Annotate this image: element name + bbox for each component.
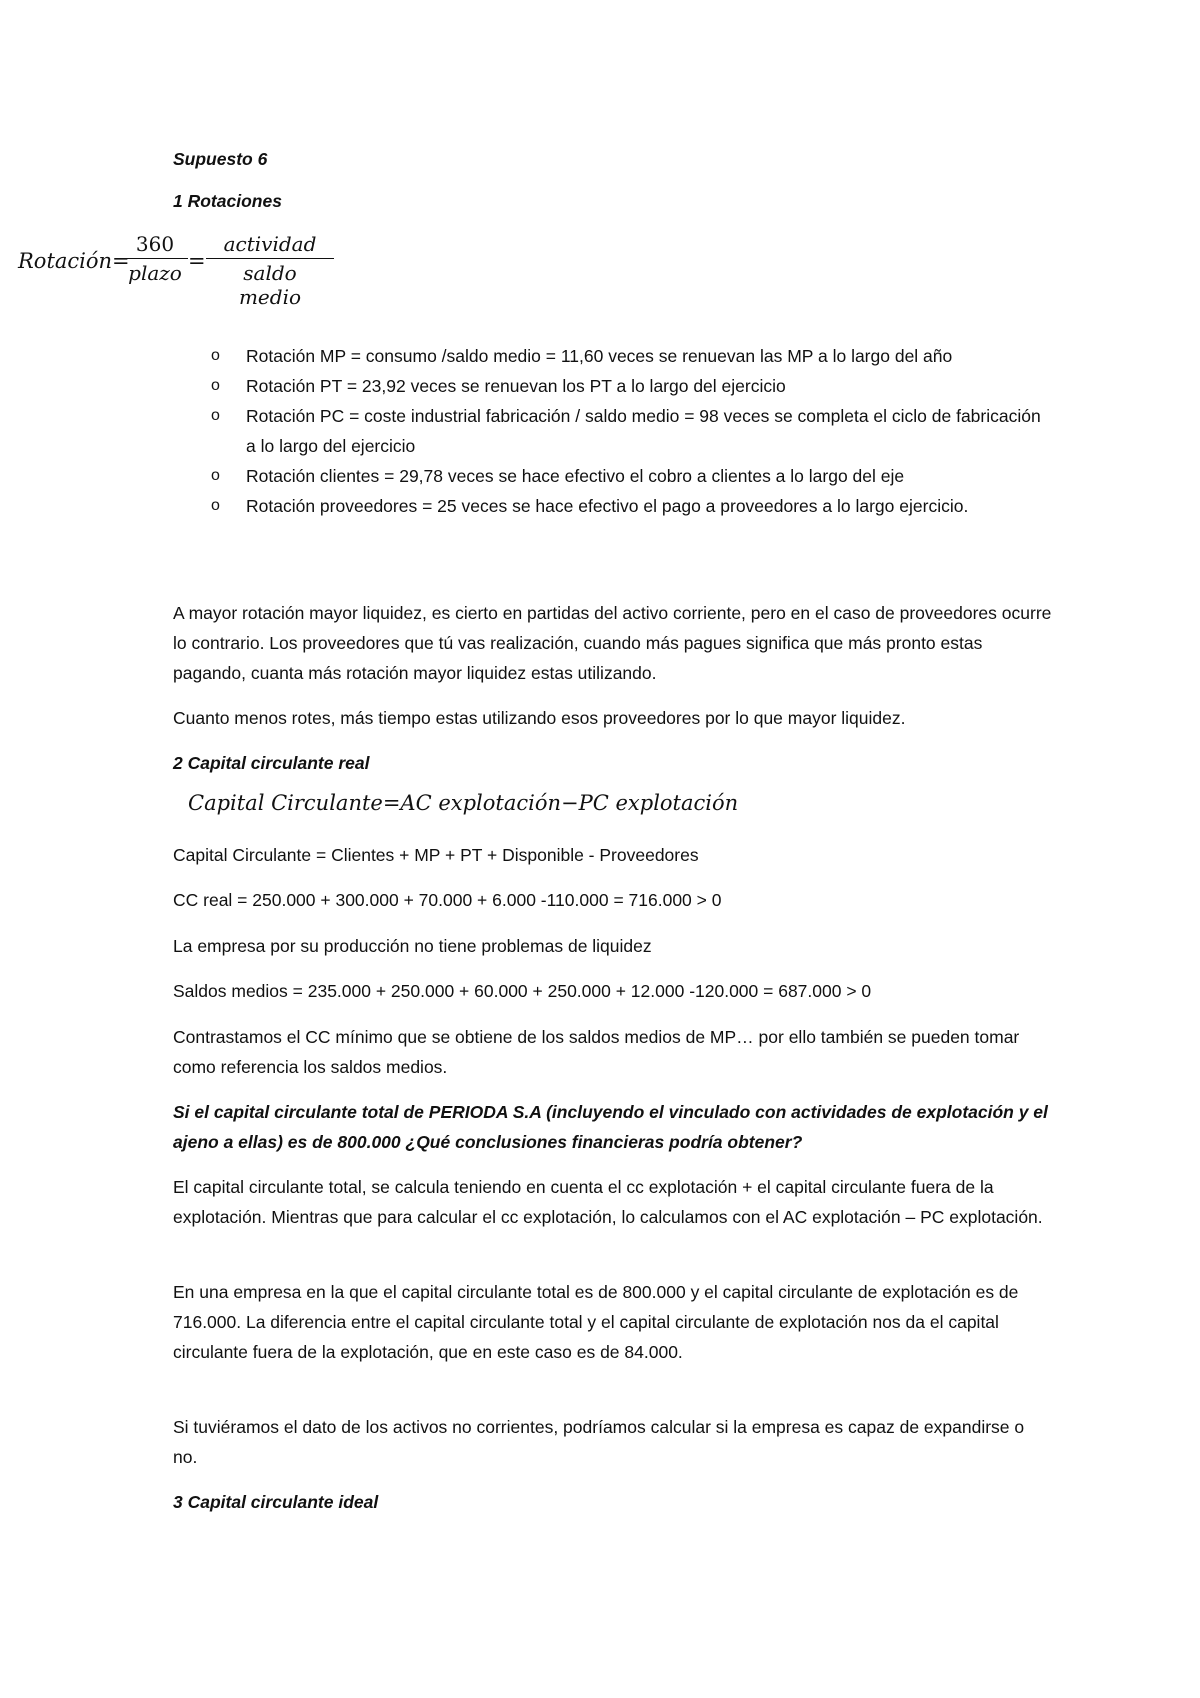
- paragraph-cuanto: Cuanto menos rotes, más tiempo estas utilizando esos proveedores por lo que mayor liquidez.: [173, 708, 906, 728]
- bullet-marker: o: [211, 377, 220, 394]
- paragraph-cc-total: El capital circulante total, se calcula teniendo en cuenta el cc explotación + el capital circulante fuera de la explotación. Mientras que para calcular el cc explotación, lo calculamos con el AC explotación – PC explotación.: [173, 1177, 1043, 1227]
- formula-equals: =: [188, 249, 206, 273]
- bullet-marker: o: [211, 407, 220, 424]
- rotaciones-list: [205, 341, 1055, 521]
- heading-cc-real: 2 Capital circulante real: [173, 753, 370, 773]
- formula-rotacion-lhs: Rotación=: [18, 249, 130, 273]
- paragraph-contrastamos: Contrastamos el CC mínimo que se obtiene de los saldos medios de MP… por ello también se pueden tomar como referencia los saldos medios.: [173, 1027, 1020, 1077]
- paragraph-empresa-800: En una empresa en la que el capital circulante total es de 800.000 y el capital circulante de explotación es de 716.000. La diferencia entre el capital circulante total y el capital circulante de explotación nos da el capital circulante fuera de la explotación, que en este caso es de 84.000.: [173, 1282, 1019, 1362]
- heading-cc-ideal: 3 Capital circulante ideal: [173, 1492, 379, 1512]
- fraction-numerator: actividad: [206, 232, 334, 259]
- list-item: o Rotación proveedores = 25 veces se hace efectivo el pago a proveedores a lo largo ejercicio.: [205, 491, 1055, 521]
- fraction-denominator: plazo: [128, 261, 182, 285]
- heading-rotaciones: 1 Rotaciones: [173, 191, 282, 211]
- line-saldos-medios: Saldos medios = 235.000 + 250.000 + 60.000 + 250.000 + 12.000 -120.000 = 687.000 > 0: [173, 981, 872, 1001]
- list-item: o Rotación MP = consumo /saldo medio = 11,60 veces se renuevan las MP a lo largo del año: [205, 341, 1055, 371]
- line-cc-real: CC real = 250.000 + 300.000 + 70.000 + 6.000 -110.000 = 716.000 > 0: [173, 890, 722, 910]
- formula-fraction-360-plazo: [122, 232, 188, 285]
- list-item: o Rotación PC = coste industrial fabricación / saldo medio = 98 veces se completa el ciclo de fabricación a lo largo del ejercicio: [205, 401, 1055, 461]
- fraction-numerator: 360: [122, 232, 188, 259]
- heading-supuesto: Supuesto 6: [173, 149, 268, 169]
- question-periodas: Si el capital circulante total de PERIODA S.A (incluyendo el vinculado con actividades de explotación y el ajeno a ellas) es de 800.000 ¿Qué conclusiones financieras podría obtener?: [173, 1102, 1048, 1152]
- line-cc-def: Capital Circulante = Clientes + MP + PT + Disponible - Proveedores: [173, 845, 699, 865]
- line-empresa-liquidez: La empresa por su producción no tiene problemas de liquidez: [173, 936, 652, 956]
- bullet-marker: o: [211, 347, 220, 364]
- paragraph-liquidez: A mayor rotación mayor liquidez, es cierto en partidas del activo corriente, pero en el caso de proveedores ocurre lo contrario. Los proveedores que tú vas realización, cuando más pagues significa que más pronto estas pagando, cuanta más rotación mayor liquidez estas utilizando.: [173, 603, 1052, 683]
- list-item: o Rotación clientes = 29,78 veces se hace efectivo el cobro a clientes a lo largo del eje: [205, 461, 1055, 491]
- bullet-marker: o: [211, 467, 220, 484]
- paragraph-activos: Si tuviéramos el dato de los activos no corrientes, podríamos calcular si la empresa es capaz de expandirse o no.: [173, 1417, 1025, 1467]
- formula-fraction-actividad-saldo: [206, 232, 334, 309]
- formula-capital-circulante: Capital Circulante=AC explotación−PC explotación: [188, 791, 739, 815]
- bullet-marker: o: [211, 497, 220, 514]
- fraction-denominator: saldo medio: [238, 261, 302, 309]
- list-item: o Rotación PT = 23,92 veces se renuevan los PT a lo largo del ejercicio: [205, 371, 1055, 401]
